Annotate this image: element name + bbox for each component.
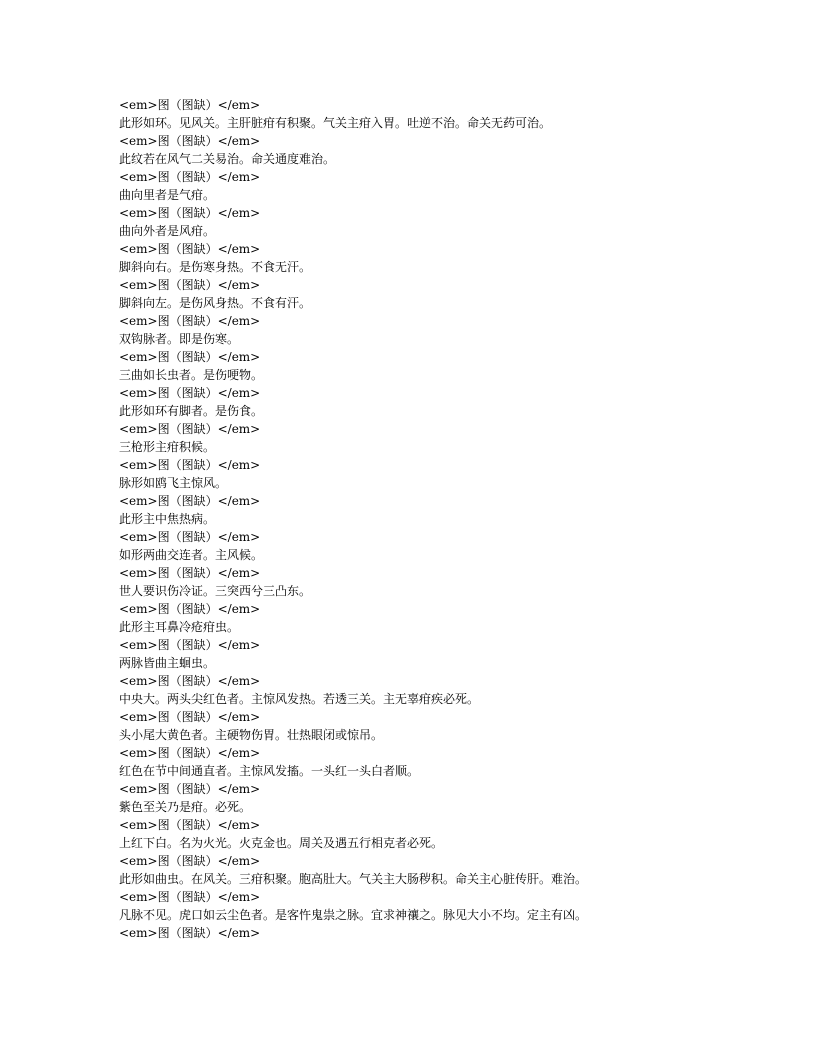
text-line: <em>图（图缺）</em> [119,782,261,796]
text-line: <em>图（图缺）</em> [119,170,261,184]
text-line: 曲向里者是气疳。 [119,188,216,202]
text-line: 双钩脉者。即是伤寒。 [119,332,240,346]
text-line: <em>图（图缺）</em> [119,746,261,760]
text-line: <em>图（图缺）</em> [119,854,261,868]
text-line: <em>图（图缺）</em> [119,926,261,940]
text-line: <em>图（图缺）</em> [119,602,261,616]
text-line: 此形主中焦热病。 [119,512,216,526]
text-line: 此形主耳鼻冷疮疳虫。 [119,620,240,634]
text-line: <em>图（图缺）</em> [119,314,261,328]
text-line: 如形两曲交连者。主风候。 [119,548,264,562]
text-line: <em>图（图缺）</em> [119,98,261,112]
text-line: <em>图（图缺）</em> [119,710,261,724]
text-line: <em>图（图缺）</em> [119,278,261,292]
text-line: <em>图（图缺）</em> [119,386,261,400]
text-line: 曲向外者是风疳。 [119,224,216,238]
text-line: <em>图（图缺）</em> [119,422,261,436]
text-line: <em>图（图缺）</em> [119,494,261,508]
text-line: <em>图（图缺）</em> [119,818,261,832]
text-line: 脚斜向左。是伤风身热。不食有汗。 [119,296,312,310]
text-line: 红色在节中间通直者。主惊风发搐。一头红一头白者顺。 [119,764,420,778]
text-line: <em>图（图缺）</em> [119,242,261,256]
text-line: 此形如曲虫。在风关。三疳积聚。胞高肚大。气关主大肠秽积。命关主心脏传肝。难治。 [119,872,588,886]
text-line: 世人要识伤冷证。三突西兮三凸东。 [119,584,312,598]
text-line: 三曲如长虫者。是伤哽物。 [119,368,264,382]
text-line: <em>图（图缺）</em> [119,134,261,148]
text-line: <em>图（图缺）</em> [119,890,261,904]
text-line: <em>图（图缺）</em> [119,530,261,544]
text-line: 凡脉不见。虎口如云尘色者。是客忤鬼祟之脉。宜求神禳之。脉见大小不均。定主有凶。 [119,908,588,922]
text-line: 三枪形主疳积候。 [119,440,216,454]
text-line: <em>图（图缺）</em> [119,350,261,364]
text-line: 两脉皆曲主蛔虫。 [119,656,216,670]
text-line: <em>图（图缺）</em> [119,458,261,472]
document-body [119,96,779,942]
text-line: 此纹若在风气二关易治。命关通度难治。 [119,152,336,166]
text-line: <em>图（图缺）</em> [119,638,261,652]
text-line: 中央大。两头尖红色者。主惊风发热。若透三关。主无辜疳疾必死。 [119,692,480,706]
text-line: 此形如环。见风关。主肝脏疳有积聚。气关主疳入胃。吐逆不治。命关无药可治。 [119,116,552,130]
text-line: 脚斜向右。是伤寒身热。不食无汗。 [119,260,312,274]
text-line: 紫色至关乃是疳。必死。 [119,800,252,814]
text-line: 此形如环有脚者。是伤食。 [119,404,264,418]
text-line: 脉形如鸥飞主惊风。 [119,476,228,490]
text-line: <em>图（图缺）</em> [119,206,261,220]
text-line: 头小尾大黄色者。主硬物伤胃。壮热眼闭或惊吊。 [119,728,384,742]
text-line: <em>图（图缺）</em> [119,674,261,688]
text-line: 上红下白。名为火光。火克金也。周关及遇五行相克者必死。 [119,836,444,850]
text-line: <em>图（图缺）</em> [119,566,261,580]
